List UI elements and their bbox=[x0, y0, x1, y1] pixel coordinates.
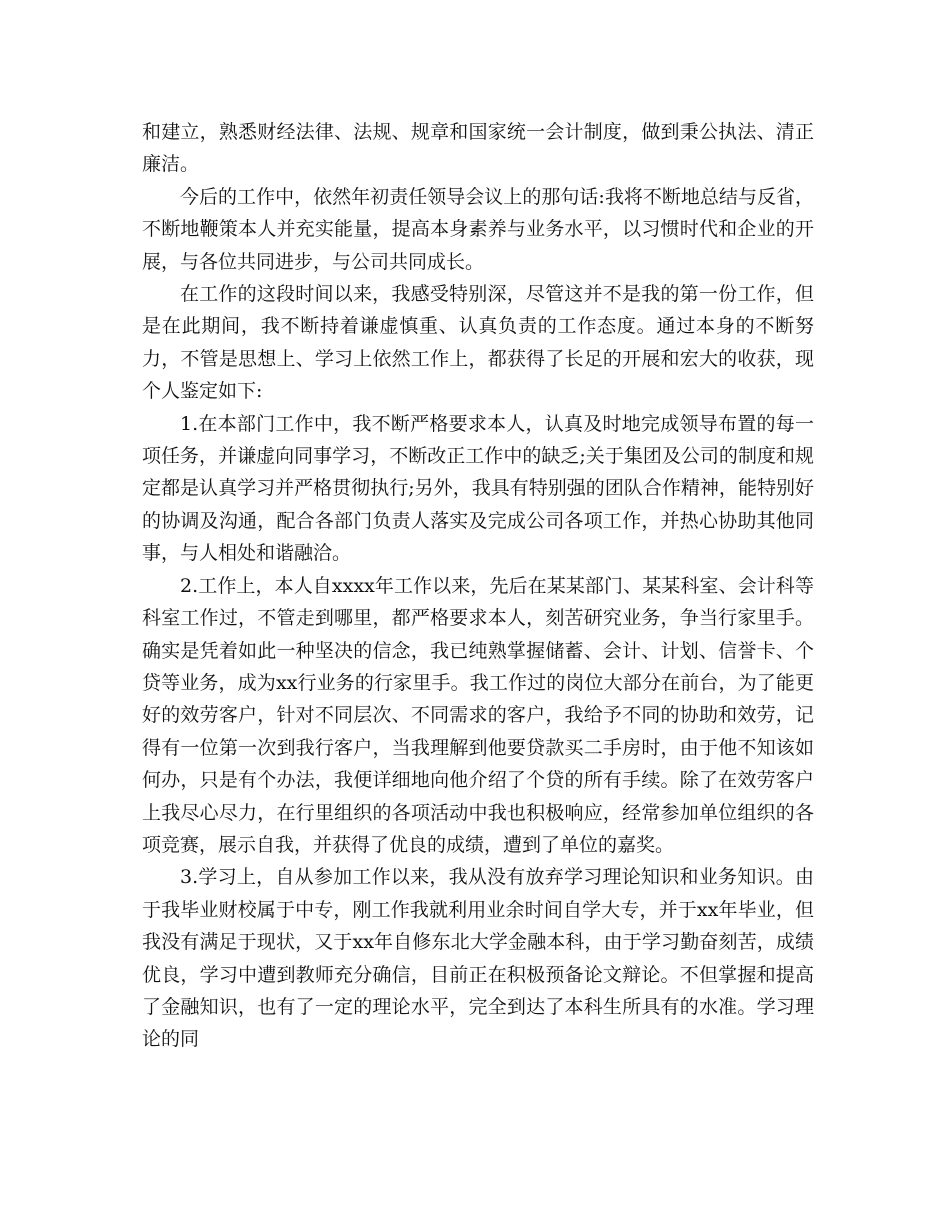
paragraph-item-2-work: 2.工作上，本人自xxxx年工作以来，先后在某某部门、某某科室、会计科等科室工作过，不管走到哪里，都严格要求本人，刻苦研究业务，争当行家里手。确实是凭着如此一种坚决的信念，我已纯熟掌握储蓄、会计、计划、信誉卡、个贷等业务，成为xx行业务的行家里手。我工作过的岗位大部分在前台，为了能更好的效劳客户，针对不同层次、不同需求的客户，我给予不同的协助和效劳，记得有一位第一次到我行客户，当我理解到他要贷款买二手房时，由于他不知该如何办，只是有个办法，我便详细地向他介绍了个贷的所有手续。除了在效劳客户上我尽心尽力，在行里组织的各项活动中我也积极响应，经常参加单位组织的各项竞赛，展示自我，并获得了优良的成绩，遭到了单位的嘉奖。 bbox=[142, 574, 814, 856]
paragraph-future-work: 今后的工作中，依然年初责任领导会议上的那句话:我将不断地总结与反省，不断地鞭策本人并充实能量，提高本身素养与业务水平，以习惯时代和企业的开展，与各位共同进步，与公司共同成长。 bbox=[142, 185, 814, 273]
paragraph-item-1-department: 1.在本部门工作中，我不断严格要求本人，认真及时地完成领导布置的每一项任务，并谦虚向同事学习，不断改正工作中的缺乏;关于集团及公司的制度和规定都是认真学习并严格贯彻执行;另外，我具有特别强的团队合作精神，能特别好的协调及沟通，配合各部门负责人落实及完成公司各项工作，并热心协助其他同事，与人相处和谐融洽。 bbox=[142, 412, 814, 565]
paragraph-continuation: 和建立，熟悉财经法律、法规、规章和国家统一会计制度，做到秉公执法、清正廉洁。 bbox=[142, 121, 814, 176]
document-body bbox=[142, 116, 814, 1056]
paragraph-item-3-study: 3.学习上，自从参加工作以来，我从没有放弃学习理论知识和业务知识。由于我毕业财校属于中专，刚工作我就利用业余时间自学大专，并于xx年毕业，但我没有满足于现状，又于xx年自修东北大学金融本科，由于学习勤奋刻苦，成绩优良，学习中遭到教师充分确信，目前正在积极预备论文辩论。不但掌握和提高了金融知识，也有了一定的理论水平，完全到达了本科生所具有的水准。学习理论的同 bbox=[142, 866, 814, 1051]
paragraph-self-appraisal-intro: 在工作的这段时间以来，我感受特别深，尽管这并不是我的第一份工作，但是在此期间，我不断持着谦虚慎重、认真负责的工作态度。通过本身的不断努力，不管是思想上、学习上依然工作上，都获得了长足的开展和宏大的收获，现个人鉴定如下: bbox=[142, 283, 814, 403]
